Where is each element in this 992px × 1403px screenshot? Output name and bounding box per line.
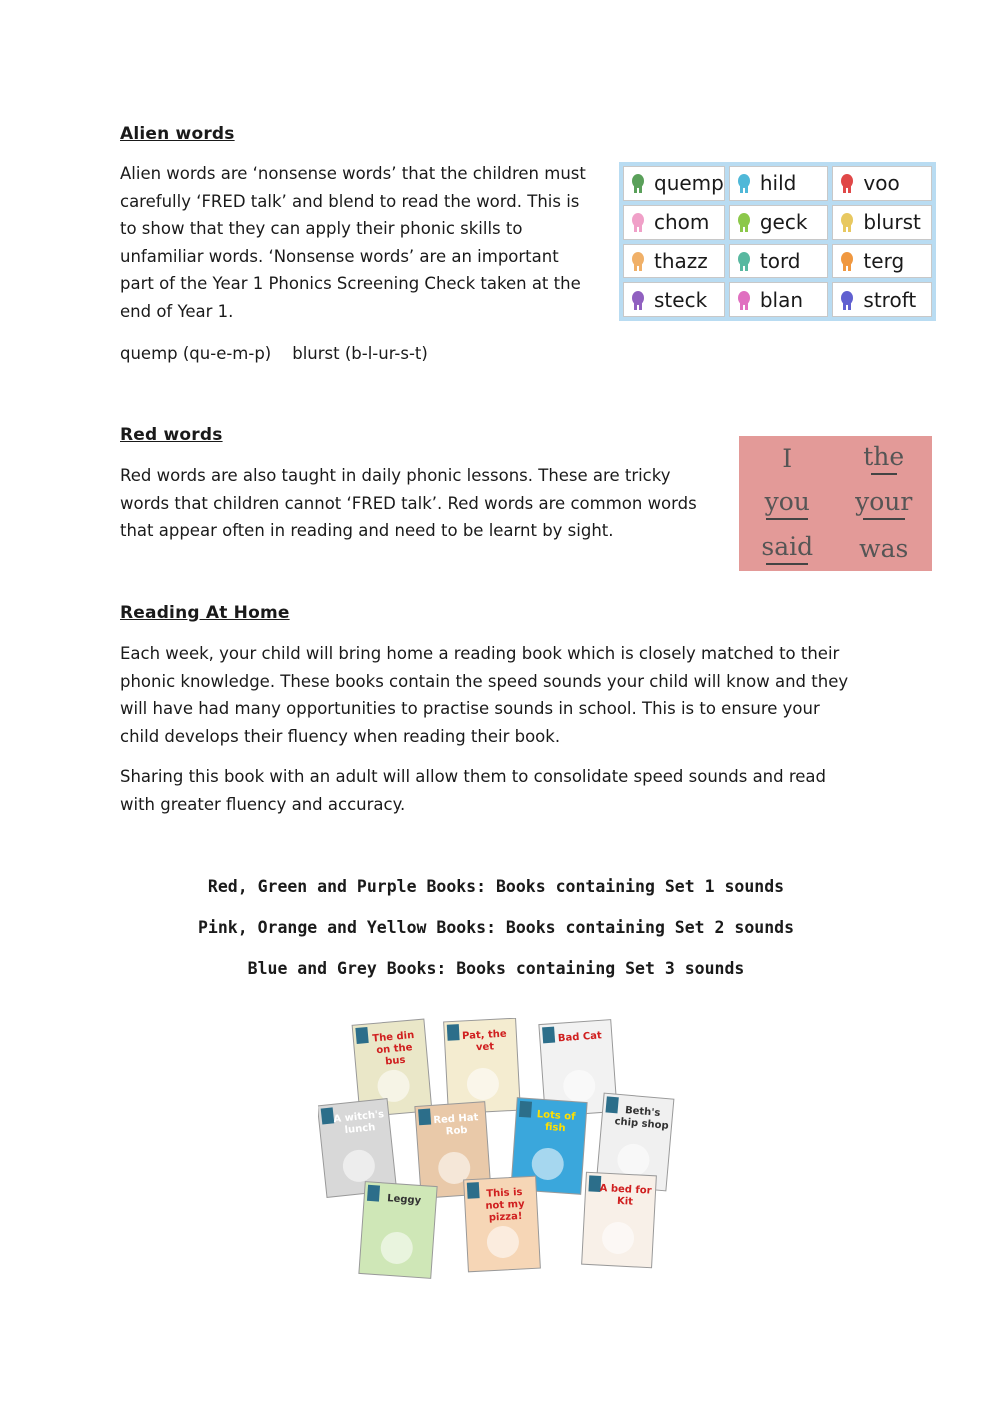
sound-underline xyxy=(871,473,897,475)
book-title: chip shop xyxy=(614,1116,670,1132)
paragraph-line: with greater fluency and accuracy. xyxy=(120,794,406,814)
alien-word-card xyxy=(729,282,829,317)
red-word-text: said xyxy=(761,532,814,561)
alien-word-card xyxy=(832,282,932,317)
sound-underline xyxy=(766,563,808,565)
book-title: Red Hat xyxy=(433,1112,479,1127)
reading-books-image xyxy=(318,1018,682,1280)
alien-words-image xyxy=(619,162,936,321)
red-word-text: was xyxy=(859,534,909,563)
book-title: Rob xyxy=(445,1124,468,1138)
book-title: not my xyxy=(485,1198,525,1212)
paragraph-line: Sharing this book with an adult will allow them to consolidate speed sounds and read xyxy=(120,767,827,786)
paragraph-line: child develops their fluency when reading their book. xyxy=(120,726,561,746)
alien-icon xyxy=(628,289,648,311)
alien-word: thazz xyxy=(654,248,708,273)
book-title: lunch xyxy=(344,1122,376,1137)
red-word xyxy=(739,481,836,526)
red-word xyxy=(739,436,836,481)
book-cover xyxy=(464,1176,541,1272)
book-title: The din xyxy=(371,1029,415,1045)
sound-underline xyxy=(766,518,808,520)
alien-icon xyxy=(837,289,857,311)
book-set-line: Blue and Grey Books: Books containing Set 3 sounds xyxy=(247,959,745,978)
alien-words-heading: Alien words xyxy=(120,124,235,144)
alien-word: chom xyxy=(654,210,710,235)
alien-word-card xyxy=(729,205,829,240)
red-word-text: your xyxy=(855,487,913,516)
alien-words-paragraph xyxy=(120,160,586,325)
book-set-line: Red, Green and Purple Books: Books containing Set 1 sounds xyxy=(207,877,785,896)
paragraph-line: to show that they can apply their phonic skills to xyxy=(120,219,523,238)
red-word-text: the xyxy=(863,442,905,471)
paragraph-line: Alien words are ‘nonsense words’ that the children must xyxy=(120,164,586,183)
alien-word-card xyxy=(729,244,829,279)
book-title: vet xyxy=(475,1041,495,1054)
book-title: Beth's xyxy=(624,1105,661,1120)
alien-word: hild xyxy=(759,171,797,196)
alien-word: blan xyxy=(759,287,804,312)
paragraph-line: Red words are also taught in daily phonic lessons. These are tricky xyxy=(120,466,671,485)
red-word xyxy=(836,481,933,526)
paragraph-line: that appear often in reading and need to be learnt by sight. xyxy=(120,521,614,540)
alien-word-card xyxy=(729,166,829,201)
alien-word: steck xyxy=(654,287,708,312)
alien-word-examples: quemp (qu-e-m-p) blurst (b-l-ur-s-t) xyxy=(120,344,428,363)
alien-word: quemp xyxy=(654,171,724,196)
alien-word: voo xyxy=(863,171,900,196)
alien-word-card xyxy=(832,205,932,240)
red-word xyxy=(836,526,933,571)
alien-word: geck xyxy=(759,210,808,235)
red-words-heading: Red words xyxy=(120,425,223,445)
alien-icon xyxy=(628,172,648,194)
alien-word: terg xyxy=(863,248,905,273)
reading-paragraph-2 xyxy=(120,763,826,818)
alien-word-card xyxy=(832,166,932,201)
book-title: pizza! xyxy=(488,1210,523,1224)
paragraph-line: words that children cannot ‘FRED talk’. Red words are common words xyxy=(120,493,697,513)
alien-word-card xyxy=(832,244,932,279)
red-word-text: you xyxy=(764,487,810,516)
alien-icon xyxy=(837,250,857,272)
book-cover xyxy=(582,1172,657,1268)
alien-word-card xyxy=(623,166,725,201)
red-word xyxy=(739,526,836,571)
alien-word: tord xyxy=(759,248,801,273)
red-words-image xyxy=(739,436,932,571)
book-title: Bad Cat xyxy=(557,1030,603,1045)
book-title: Pat, the xyxy=(461,1028,507,1042)
alien-icon xyxy=(628,250,648,272)
paragraph-line: will have had many opportunities to practise sounds in school. This is to ensure your xyxy=(120,699,820,718)
book-title: bus xyxy=(384,1054,406,1068)
alien-word-card xyxy=(623,205,725,240)
book-cover xyxy=(444,1018,521,1114)
alien-word: stroft xyxy=(863,287,917,312)
alien-icon xyxy=(734,250,754,272)
reading-at-home-heading: Reading At Home xyxy=(120,603,290,623)
paragraph-line: Each week, your child will bring home a reading book which is closely matched to their xyxy=(120,644,840,663)
book-cover xyxy=(359,1182,437,1279)
alien-word: blurst xyxy=(863,210,921,235)
alien-icon xyxy=(837,211,857,233)
book-title: fish xyxy=(544,1121,566,1135)
paragraph-line: unfamiliar words. ‘Nonsense words’ are an important xyxy=(120,246,559,266)
alien-icon xyxy=(734,211,754,233)
alien-icon xyxy=(734,172,754,194)
alien-word-card xyxy=(623,282,725,317)
red-word xyxy=(836,436,933,481)
book-title: Kit xyxy=(616,1195,634,1208)
book-title: Lots of xyxy=(536,1109,576,1123)
book-title: A witch's xyxy=(332,1109,385,1126)
red-word-text: I xyxy=(782,444,793,473)
paragraph-line: carefully ‘FRED talk’ and blend to read the word. This is xyxy=(120,191,580,211)
book-title: on the xyxy=(375,1042,413,1057)
paragraph-line: end of Year 1. xyxy=(120,301,234,321)
paragraph-line: phonic knowledge. These books contain the speed sounds your child will know and they xyxy=(120,671,849,691)
book-title: A bed for xyxy=(599,1182,652,1197)
paragraph-line: part of the Year 1 Phonics Screening Check taken at the xyxy=(120,274,581,293)
alien-icon xyxy=(734,289,754,311)
book-title: Leggy xyxy=(386,1193,422,1207)
book-title: This is xyxy=(486,1186,523,1200)
book-set-line: Pink, Orange and Yellow Books: Books containing Set 2 sounds xyxy=(197,918,795,937)
alien-icon xyxy=(837,172,857,194)
red-words-paragraph xyxy=(120,462,697,545)
reading-paragraph-1 xyxy=(120,640,848,750)
alien-word-card xyxy=(623,244,725,279)
sound-underline xyxy=(863,518,905,520)
alien-icon xyxy=(628,211,648,233)
